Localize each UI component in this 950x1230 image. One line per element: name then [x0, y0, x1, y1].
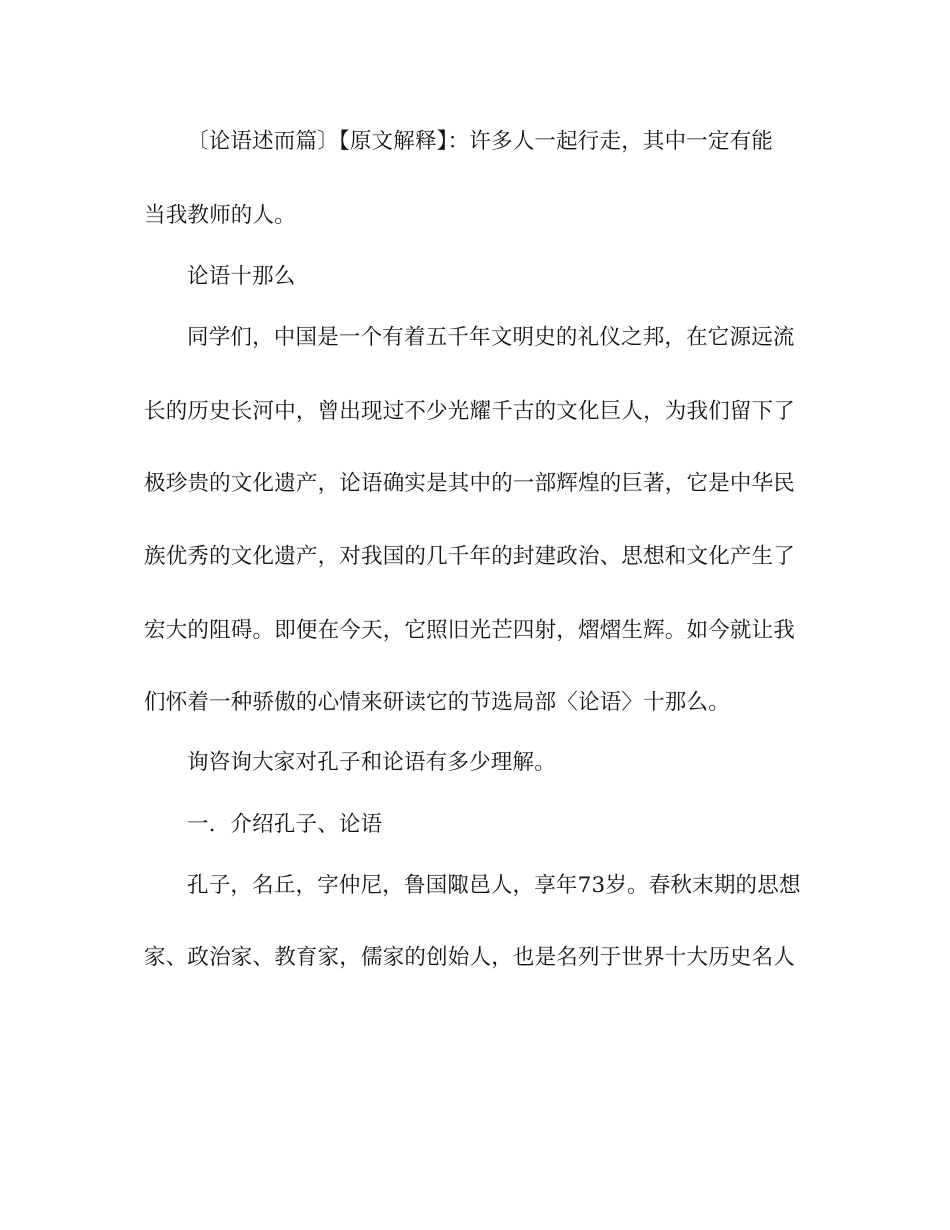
- section-heading: 论语十那么: [187, 264, 296, 289]
- text-line-5: 长的历史长河中，曾出现过不少光耀千古的文化巨人，为我们留下了: [144, 399, 796, 424]
- text-line-4: 同学们，中国是一个有着五千年文明史的礼仪之邦，在它源远流: [187, 325, 795, 350]
- text-line-12: 孔子，名丘，字仲尼，鲁国陬邑人，享年73岁。春秋末期的思想: [187, 873, 801, 898]
- text-line-10: 询咨询大家对孔子和论语有多少理解。: [187, 750, 556, 775]
- text-line-6: 极珍贵的文化遗产，论语确实是其中的一部辉煌的巨著，它是中华民: [144, 471, 796, 496]
- text-line-1: 〔论语述而篇〕【原文解释】：许多人一起行走，其中一定有能: [187, 129, 774, 154]
- text-line-2: 当我教师的人。: [144, 203, 296, 228]
- text-line-9: 们怀着一种骄傲的心情来研读它的节选局部〈论语〉十那么。: [144, 690, 730, 715]
- text-line-8: 宏大的阻碍。即便在今天，它照旧光芒四射，熠熠生辉。如今就让我: [144, 618, 796, 643]
- text-line-13: 家、政治家、教育家，儒家的创始人，也是名列于世界十大历史名人: [144, 945, 796, 970]
- text-line-7: 族优秀的文化遗产，对我国的几千年的封建政治、思想和文化产生了: [144, 544, 796, 569]
- section-heading-intro: 一．介绍孔子、论语: [187, 812, 383, 837]
